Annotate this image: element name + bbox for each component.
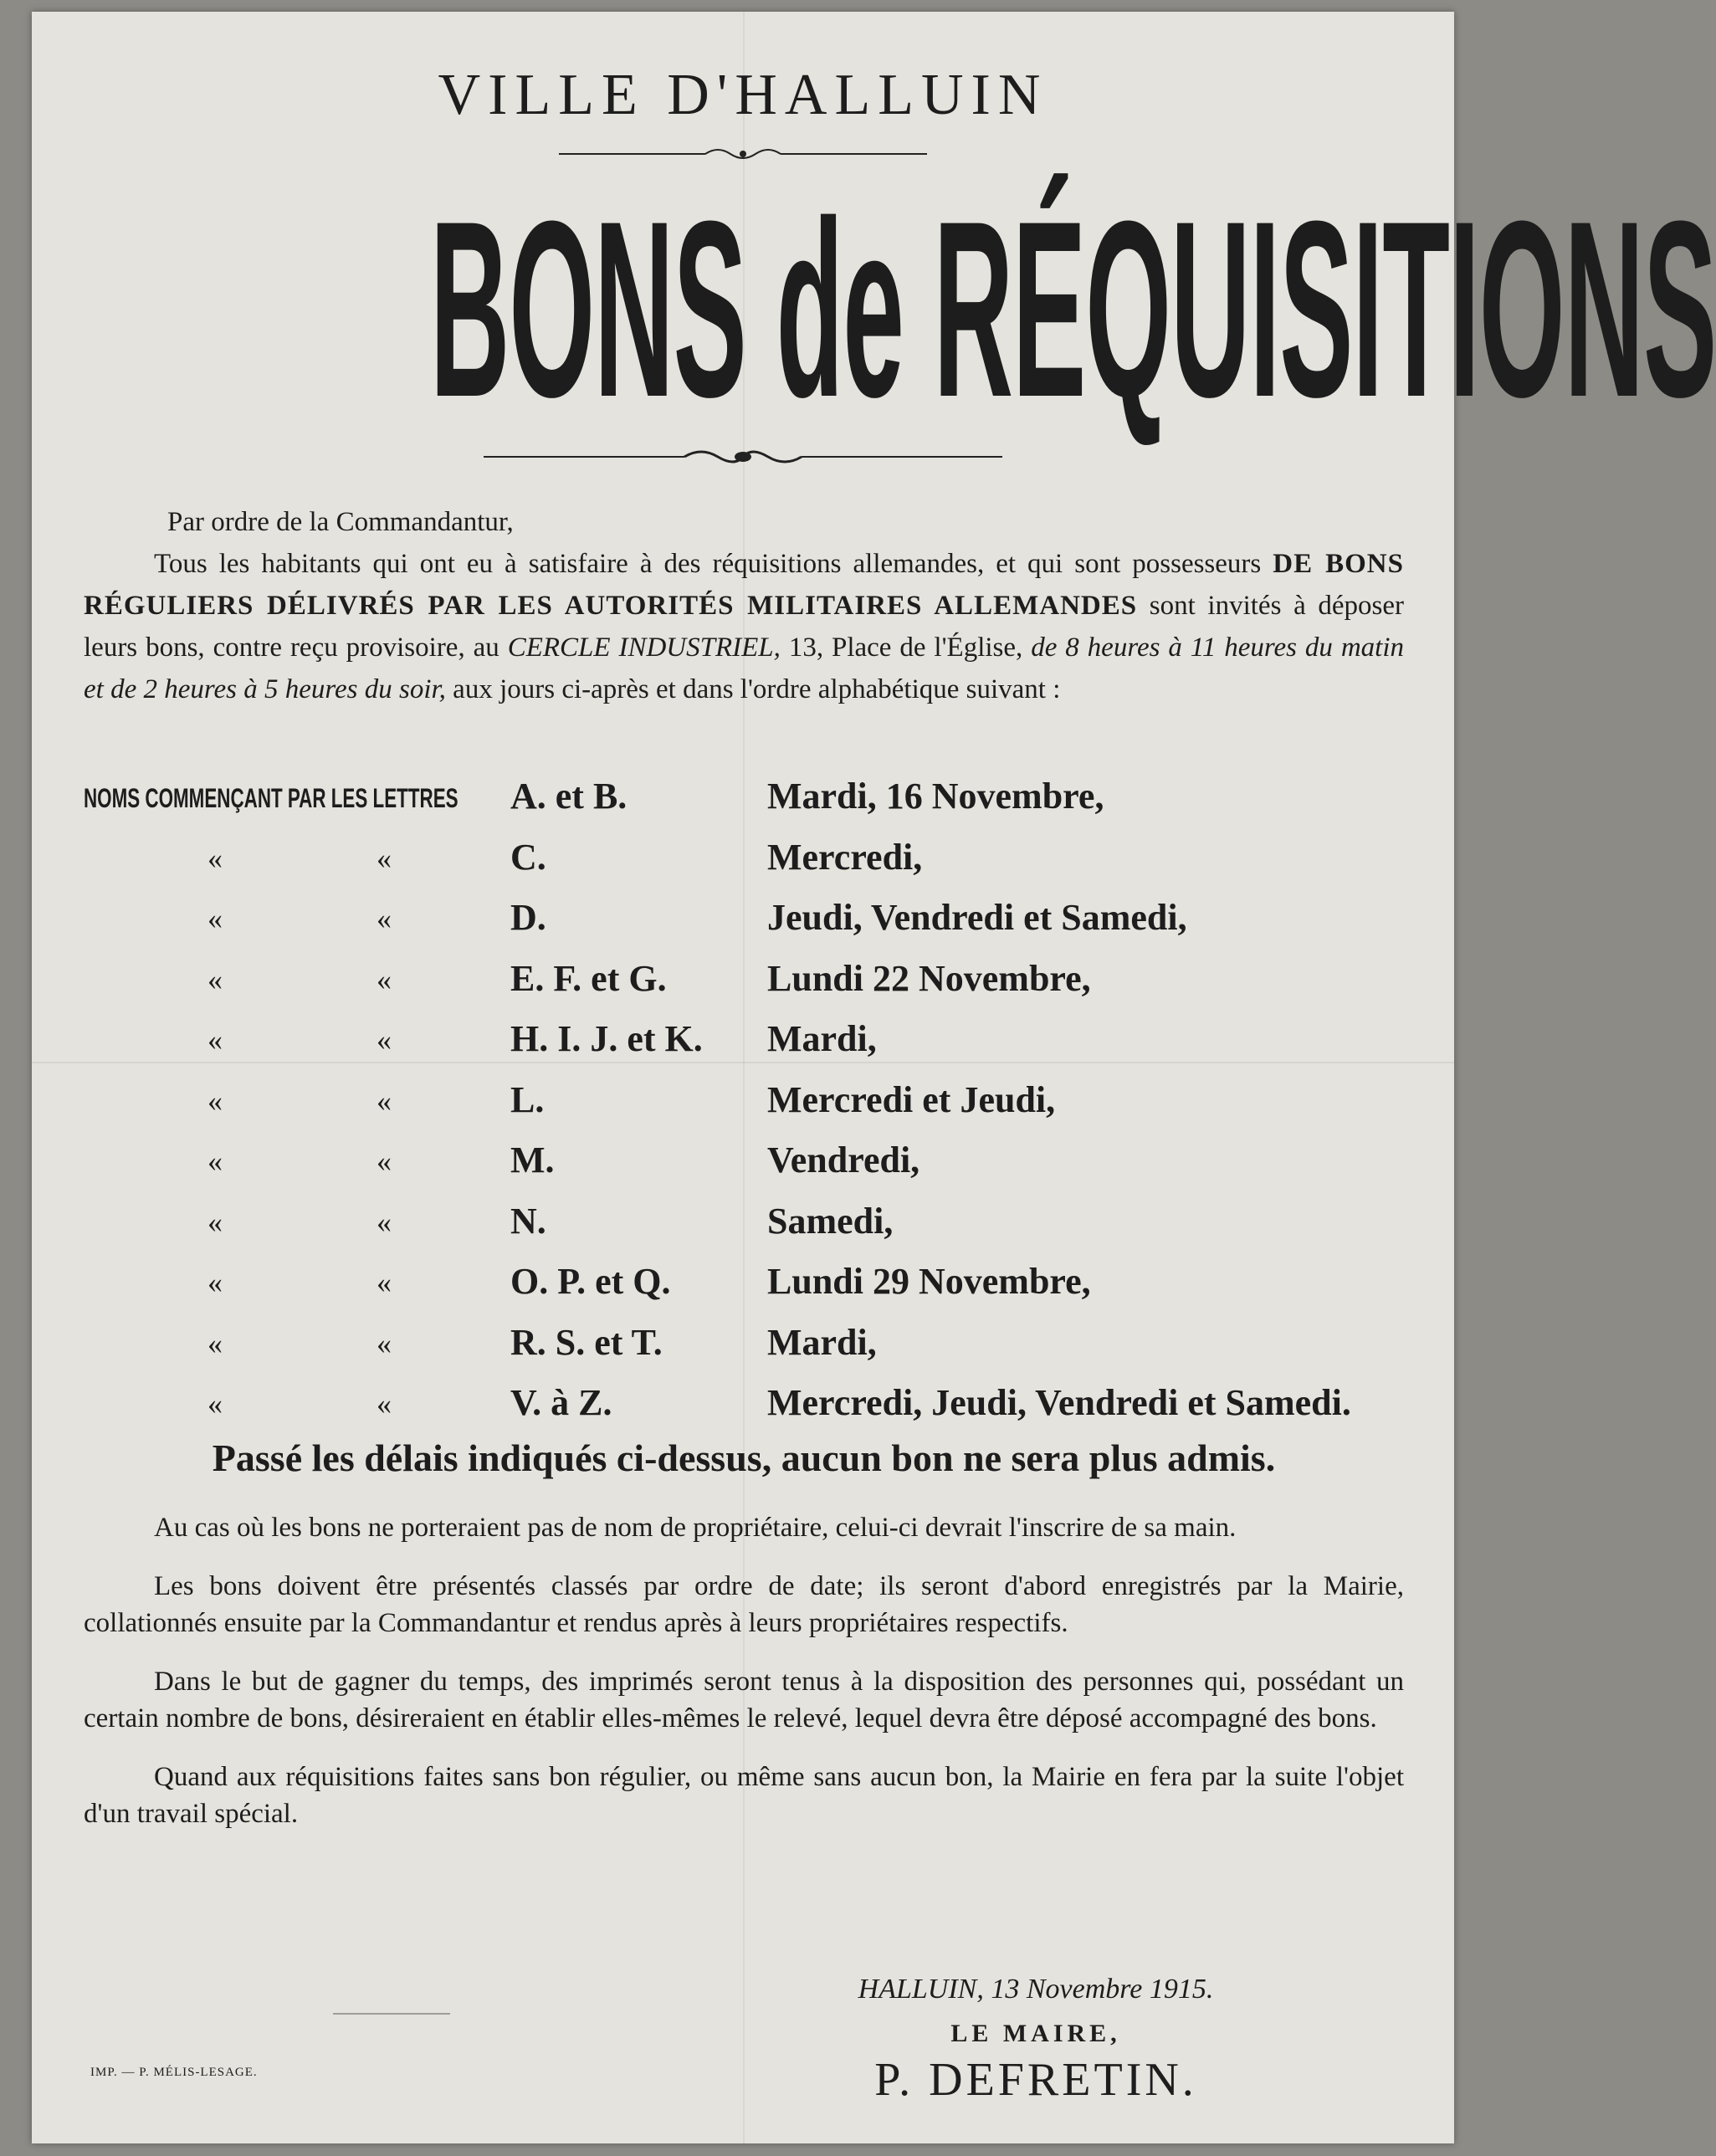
ditto-mark: « — [207, 962, 223, 996]
signature-name: P. DEFRETIN. — [874, 2054, 1197, 2106]
schedule-row — [84, 836, 1422, 897]
schedule-row — [84, 1200, 1422, 1261]
schedule-row — [84, 1078, 1422, 1139]
ditto-mark: « — [376, 1266, 392, 1299]
schedule-days: Mercredi, Jeudi, Vendredi et Samedi. — [767, 1382, 1351, 1423]
notice-paragraph: Quand aux réquisitions faites sans bon régulier, ou même sans aucun bon, la Mairie en fera par la suite l'objet d'un travail spécial. — [84, 1762, 1404, 1829]
deadline-warning: Passé les délais indiqués ci-dessus, aucun bon ne sera plus admis. — [212, 1436, 1276, 1479]
schedule-days: Lundi 29 Novembre, — [767, 1261, 1091, 1302]
ditto-mark: « — [376, 1083, 392, 1118]
intro-paragraph — [84, 543, 1404, 710]
schedule-letters: N. — [510, 1200, 546, 1242]
faint-rule — [333, 2013, 450, 2015]
schedule-days: Mardi, 16 Novembre, — [767, 776, 1104, 817]
ditto-mark: « — [376, 1387, 392, 1421]
town-header: VILLE D'HALLUIN — [438, 63, 1048, 127]
ornament-divider-bottom — [32, 447, 1454, 471]
intro-place: CERCLE INDUSTRIEL, — [507, 632, 781, 663]
ditto-mark: « — [207, 1083, 223, 1118]
ditto-mark: « — [207, 841, 223, 875]
notice-body — [84, 1509, 1404, 1854]
schedule-letters: D. — [510, 897, 546, 938]
notice-paragraph: Au cas où les bons ne porteraient pas de nom de propriétaire, celui-ci devrait l'inscrire de sa main. — [154, 1513, 1237, 1543]
ditto-mark: « — [376, 962, 392, 996]
schedule-days: Samedi, — [767, 1200, 894, 1242]
notice-paragraph: Dans le but de gagner du temps, des imprimés seront tenus à la disposition des personnes qui, possédant un certain nombre de bons, désireraient en établir elles-mêmes le relevé, lequel devra être déposé accompagné des bons. — [84, 1667, 1404, 1734]
ditto-mark: « — [207, 1205, 223, 1239]
intro-text-2: sont invités à déposer leurs bons, contre reçu provisoire, au — [84, 591, 1404, 663]
schedule-days: Mardi, — [767, 1018, 877, 1059]
schedule-letters: M. — [510, 1139, 555, 1180]
schedule-row — [84, 957, 1422, 1018]
schedule-days: Mardi, — [767, 1321, 877, 1363]
signature-title: LE MAIRE, — [950, 2020, 1121, 2047]
schedule-letters: C. — [510, 836, 546, 878]
intro-bold-text: DE BONS RÉGULIERS DÉLIVRÉS PAR LES AUTORITÉS MILITAIRES ALLEMANDES — [84, 549, 1404, 621]
schedule-row — [84, 1321, 1422, 1382]
intro-lead: Par ordre de la Commandantur, — [167, 507, 514, 537]
schedule-row — [84, 1260, 1422, 1321]
schedule-days: Vendredi, — [767, 1139, 920, 1180]
schedule-row — [84, 1381, 1422, 1442]
poster-title: BONS de RÉQUISITIONS — [430, 168, 1716, 449]
schedule-letters: H. I. J. et K. — [510, 1018, 703, 1059]
intro-address: 13, Place de l'Église, — [788, 632, 1023, 663]
schedule-days: Lundi 22 Novembre, — [767, 957, 1091, 999]
schedule-days: Mercredi et Jeudi, — [767, 1078, 1056, 1120]
schedule-row — [84, 1017, 1422, 1078]
ditto-mark: « — [207, 1266, 223, 1299]
schedule-letters: R. S. et T. — [510, 1321, 663, 1363]
schedule-days: Jeudi, Vendredi et Samedi, — [767, 897, 1187, 938]
ditto-mark: « — [376, 1326, 392, 1360]
ditto-mark: « — [207, 1023, 223, 1057]
ditto-mark: « — [207, 1387, 223, 1421]
intro-hours: de 8 heures à 11 heures du matin et de 2 heures à 5 heures du soir, — [84, 632, 1405, 704]
schedule-row — [84, 896, 1422, 957]
schedule-letters: A. et B. — [510, 776, 627, 817]
schedule-letters: E. F. et G. — [510, 957, 667, 999]
schedule-letters: O. P. et Q. — [510, 1261, 671, 1302]
intro-notice — [84, 501, 1404, 710]
ditto-mark: « — [207, 1326, 223, 1360]
ditto-mark: « — [207, 1145, 223, 1178]
intro-text-1: Tous les habitants qui ont eu à satisfaire à des réquisitions allemandes, et qui sont possesseurs — [154, 549, 1262, 579]
schedule-days: Mercredi, — [767, 836, 923, 878]
notice-paragraph: Les bons doivent être présentés classés par ordre de date; ils seront d'abord enregistrés par la Mairie, collationnés ensuite par la Commandantur et rendus après à leurs propriétaires respectifs. — [84, 1571, 1404, 1638]
intro-text-3: aux jours ci-après et dans l'ordre alphabétique suivant : — [453, 674, 1061, 704]
printer-imprint: IMP. — P. MÉLIS-LESAGE. — [90, 2066, 258, 2079]
schedule-label: NOMS COMMENÇANT PAR LES LETTRES — [84, 783, 458, 813]
ditto-mark: « — [376, 902, 392, 935]
schedule-row — [84, 1139, 1422, 1200]
ditto-mark: « — [376, 1023, 392, 1057]
schedule-table — [84, 775, 1422, 1442]
schedule-row — [84, 775, 1422, 836]
ditto-mark: « — [376, 1145, 392, 1178]
schedule-letters: V. à Z. — [510, 1382, 612, 1423]
ornament-divider-top — [32, 146, 1454, 166]
schedule-letters: L. — [510, 1078, 545, 1120]
signature-place-date: HALLUIN, 13 Novembre 1915. — [858, 1974, 1214, 2005]
ditto-mark: « — [207, 902, 223, 935]
poster-sheet — [32, 12, 1716, 2143]
ditto-mark: « — [376, 1205, 392, 1239]
ditto-mark: « — [376, 841, 392, 875]
